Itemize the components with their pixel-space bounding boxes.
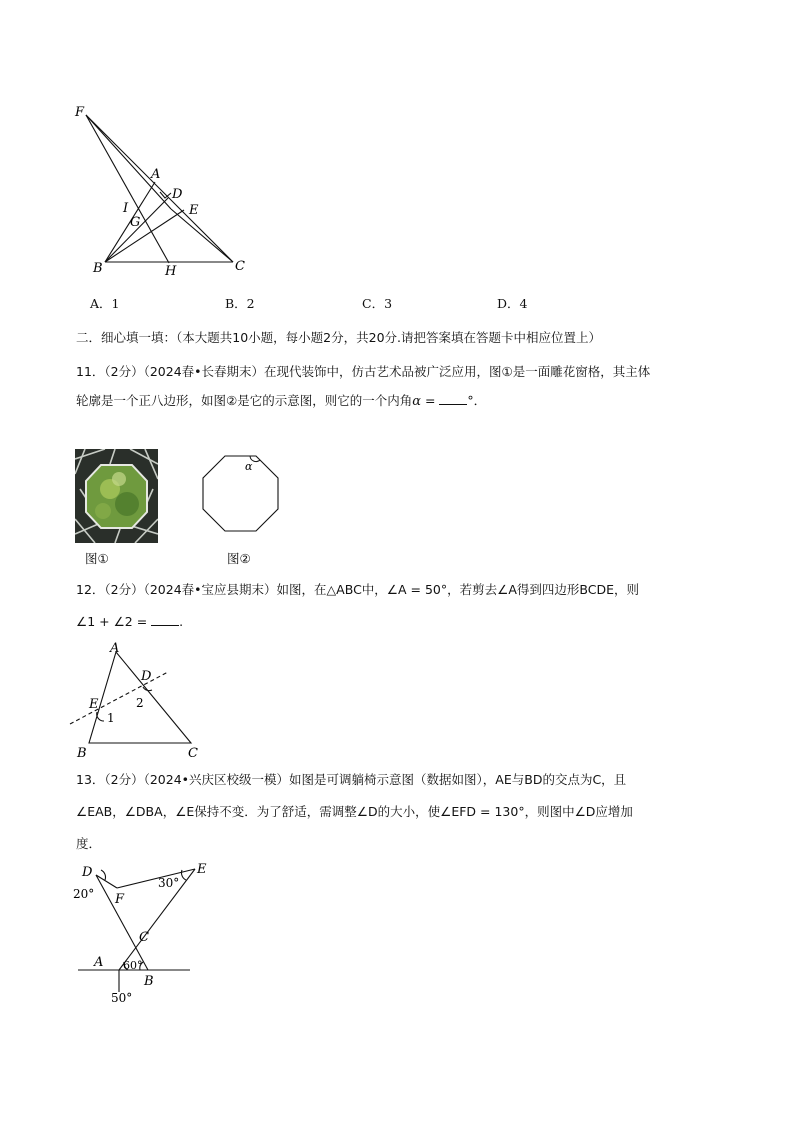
- q12-line2-end: .: [179, 614, 184, 629]
- line-bd: [105, 198, 168, 262]
- label-d: D: [172, 187, 183, 202]
- q13-line3: 度．: [76, 836, 102, 851]
- q11-line2: [76, 392, 486, 410]
- q12-label-2: 2: [136, 696, 144, 710]
- q11-answer-blank[interactable]: [439, 392, 467, 405]
- label-b: B: [93, 261, 103, 276]
- octagon-figure: [195, 452, 285, 542]
- q13-line1: 13．（2分）（2024•兴庆区校级一模）如图是可调躺椅示意图（数据如图），AE与BD的交点为C，且: [76, 772, 627, 787]
- line-db: [96, 875, 148, 970]
- q13-label-c: C: [139, 930, 149, 945]
- q12-label-d: D: [141, 669, 152, 684]
- q13-label-e: E: [197, 862, 207, 877]
- q11-line1: 11．（2分）（2024春•长春期末）在现代装饰中，仿古艺术品被广泛应用，图①是一面雕花窗格，其主体: [76, 364, 651, 379]
- q13-label-b: B: [144, 974, 154, 989]
- q12-label-a: A: [110, 641, 120, 656]
- line-fc: [86, 115, 233, 262]
- label-c: C: [235, 259, 245, 274]
- window-lattice-photo: [75, 449, 158, 543]
- line-ea: [119, 869, 195, 970]
- label-g: G: [130, 215, 141, 230]
- line-fh2: [86, 115, 169, 263]
- q13-angle-50: 50°: [111, 991, 133, 1005]
- label-a: A: [151, 167, 161, 182]
- q13-angle-20: 20°: [73, 887, 95, 901]
- q11-eq: =: [421, 393, 440, 408]
- q12-label-c: C: [188, 746, 198, 760]
- option-d: D．4: [497, 296, 528, 311]
- figure-q10: [60, 95, 270, 285]
- q13-label-f: F: [115, 892, 125, 907]
- option-c: C．3: [362, 296, 393, 311]
- q12-label-e: E: [89, 697, 99, 712]
- label-f: F: [75, 105, 85, 120]
- caption-fig1: 图①: [85, 551, 109, 566]
- q13-angle-60: 60°: [123, 959, 143, 972]
- label-e: E: [189, 203, 199, 218]
- line-fh: [86, 115, 171, 209]
- q12-label-b: B: [77, 746, 87, 760]
- option-b: B．2: [225, 296, 255, 311]
- q13-label-a: A: [94, 955, 104, 970]
- q13-line2: ∠EAB，∠DBA，∠E保持不变．为了舒适，需调整∠D的大小，使∠EFD = 130°，则图中∠D应增加: [76, 804, 633, 819]
- label-i: I: [123, 201, 129, 216]
- q13-label-d: D: [82, 865, 93, 880]
- label-h: H: [165, 264, 177, 279]
- q11-line2-end: °．: [467, 393, 487, 408]
- octagon-alpha-label: α: [245, 460, 253, 473]
- q12-line2: [76, 613, 183, 629]
- line-to-c: [171, 209, 233, 262]
- q12-answer-blank[interactable]: [151, 613, 179, 626]
- q12-line2-text: ∠1 + ∠2 =: [76, 614, 152, 629]
- q11-alpha: α: [412, 394, 421, 409]
- q13-angle-30: 30°: [158, 876, 180, 890]
- section-heading: 二．细心填一填：（本大题共10小题，每小题2分，共20分.请把答案填在答题卡中相应位置上）: [76, 330, 601, 345]
- q11-line2-text: 轮廓是一个正八边形，如图②是它的示意图，则它的一个内角: [76, 393, 413, 408]
- line-be: [105, 210, 184, 262]
- angle-2-arc: [143, 687, 152, 691]
- caption-fig2: 图②: [227, 551, 251, 566]
- figure-q13: [70, 858, 220, 1008]
- q12-line1: 12．（2分）（2024春•宝应县期末）如图，在△ABC中，∠A = 50°，若剪去∠A得到四边形BCDE，则: [76, 582, 639, 597]
- option-a: A．1: [90, 296, 120, 311]
- figure-q12: [65, 635, 205, 760]
- q12-label-1: 1: [107, 711, 115, 725]
